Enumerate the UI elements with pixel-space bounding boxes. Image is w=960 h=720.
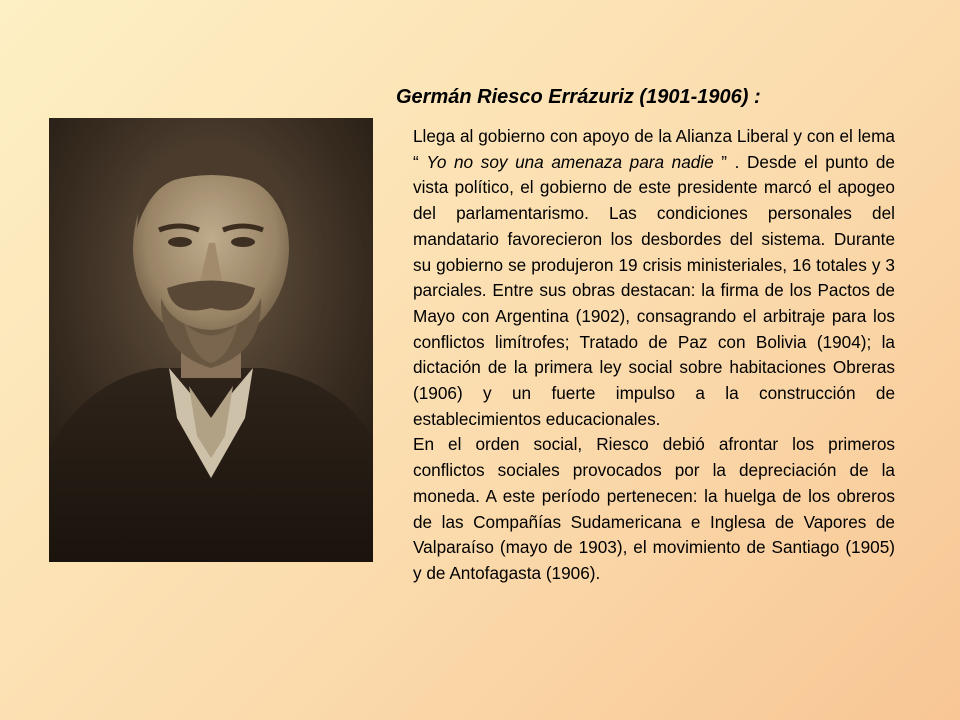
paragraph-1: Llega al gobierno con apoyo de la Alianza Liberal y con el lema “ Yo no soy una amenaza para nadie ” . Desde el punto de vista político, el gobierno de este presidente marcó el apogeo del parlamentarismo. Las condiciones personales del mandatario favorecieron los desbordes del sistema. Durante su gobierno se produjeron 19 crisis ministeriales, 16 totales y 3 parciales. Entre sus obras destacan: la firma de los Pactos de Mayo con Argentina (1902), consagrando el arbitraje para los conflictos limítrofes; Tratado de Paz con Bolivia (1904); la dictación de la primera ley social sobre habitaciones Obreras (1906) y un fuerte impulso a la construcción de establecimientos educacionales.	[413, 126, 895, 429]
paragraph-2: En el orden social, Riesco debió afrontar los primeros conflictos sociales provocados por la depreciación de la moneda. A este período pertenecen: la huelga de los obreros de las Compañías Sudamericana e Inglesa de Vapores de Valparaíso (mayo de 1903), el movimiento de Santiago (1905) y de Antofagasta (1906).	[413, 434, 895, 583]
motto-quote: Yo no soy una amenaza para nadie	[426, 151, 714, 172]
portrait-photo	[49, 118, 373, 562]
body-text	[413, 124, 895, 587]
slide-title: Germán Riesco Errázuriz (1901-1906) :	[396, 86, 761, 108]
